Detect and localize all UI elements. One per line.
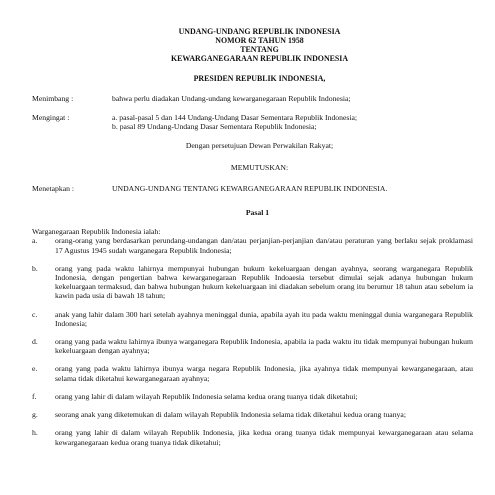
menimbang-section <box>32 94 473 103</box>
item-letter: a. <box>32 236 38 246</box>
item-letter: h. <box>32 428 38 438</box>
document-title <box>46 28 473 64</box>
list-item <box>32 264 473 301</box>
item-text: anak yang lahir dalam 300 hari setelah ayahnya meninggal dunia, apabila ayah itu pada waktu meninggal dunia warganegara Republik Indonesia; <box>55 309 473 328</box>
item-letter: d. <box>32 337 38 347</box>
president-heading: PRESIDEN REPUBLIK INDONESIA, <box>193 73 326 83</box>
mengingat-item-b: b. pasal 89 Undang-Undang Dasar Sementara Republik Indonesia; <box>112 122 317 132</box>
item-text: seorang anak yang diketemukan di dalam wilayah Republik Indonesia selama tidak diketahui kedua orang tuanya; <box>55 410 406 420</box>
item-letter: e. <box>32 364 38 374</box>
mengingat-item-a: a. pasal-pasal 5 dan 144 Undang-Undang Dasar Sementara Republik Indonesia; <box>112 113 358 123</box>
title-line-1: UNDANG-UNDANG REPUBLIK INDONESIA <box>178 27 341 36</box>
list-item <box>32 236 473 254</box>
title-line-4: KEWARGANEGARAAN REPUBLIK INDONESIA <box>170 53 349 63</box>
pasal-intro: Warganegaraan Republik Indonesia ialah: <box>32 227 161 237</box>
menimbang-text: bahwa perlu diadakan Undang-undang kewarganegaraan Republik Indonesia; <box>112 93 351 103</box>
item-text: orang yang pada waktu lahirnya ibunya warganegara Republik Indonesia, apabila ia pada waktu itu tidak mempunyai hubungan hukum kekeluargaan dengan ayahnya; <box>55 337 473 356</box>
mengingat-section <box>32 113 473 131</box>
item-letter: c. <box>32 309 38 319</box>
menetapkan-section <box>32 184 473 193</box>
memutuskan-heading: MEMUTUSKAN: <box>230 162 289 172</box>
menimbang-label: Menimbang : <box>32 93 74 103</box>
item-text: orang yang pada waktu lahirnya ibunya warga negara Republik Indonesia, jika ayahnya tidak mempunyai kewarganegaraan, atau selama tidak diketahui kewarganegaraan ayahnya; <box>55 364 473 383</box>
item-text: orang yang lahir di dalam wilayah Republik Indonesia, jika kedua orang tuanya tidak mempunyai kewarganegaraan atau selama kewarganegaraan kedua orang tuanya tidak diketahui; <box>55 428 473 447</box>
title-line-3: TENTANG <box>240 44 279 54</box>
list-item <box>32 410 473 419</box>
list-item <box>32 337 473 355</box>
item-text: orang yang pada waktu lahirnya mempunyai hubungan hukum kekeluargaan dengan ayahnya, seorang warganegara Republik Indonesia, dengan pengertian bahwa kewarganegaraan Republik Indoaesia tersebut dimulai sejak adanya hubungan hukum kekeluargaan termaksud, dan bahwa hubungan hukum kekeluargaan ini diadakan sebelum orang itu berumur 18 tahun atau sebelum ia kawin pada usia di bawah 18 tahun; <box>55 263 473 301</box>
menetapkan-label: Menetapkan : <box>32 183 75 193</box>
title-line-2: NOMOR 62 TAHUN 1958 <box>215 35 304 45</box>
item-text: orang-orang yang berdasarkan perundang-undangan dan/atau perjanjian-perjanjian dan/atau peraturan yang berlaku sejak proklamasi 17 Agustus 1945 sudah warganegara Republik Indonesia; <box>55 236 473 255</box>
list-item <box>32 392 473 401</box>
pasal-item-list <box>32 236 473 446</box>
menetapkan-text: UNDANG-UNDANG TENTANG KEWARGANEGARAAN REPUBLIK INDONESIA. <box>112 183 388 193</box>
item-text: orang yang lahir di dalam wilayah Republik Indonesia selama kedua orang tuanya tidak diketahui; <box>55 391 358 401</box>
item-letter: b. <box>32 263 38 273</box>
persetujuan-line: Dengan persetujuan Dewan Perwakilan Rakyat; <box>185 141 334 151</box>
item-letter: f. <box>32 391 37 401</box>
list-item <box>32 310 473 328</box>
mengingat-list <box>112 113 473 131</box>
pasal-heading: Pasal 1 <box>245 208 270 218</box>
list-item <box>32 364 473 382</box>
mengingat-label: Mengingat : <box>32 113 70 123</box>
item-letter: g. <box>32 410 38 420</box>
list-item <box>32 428 473 446</box>
